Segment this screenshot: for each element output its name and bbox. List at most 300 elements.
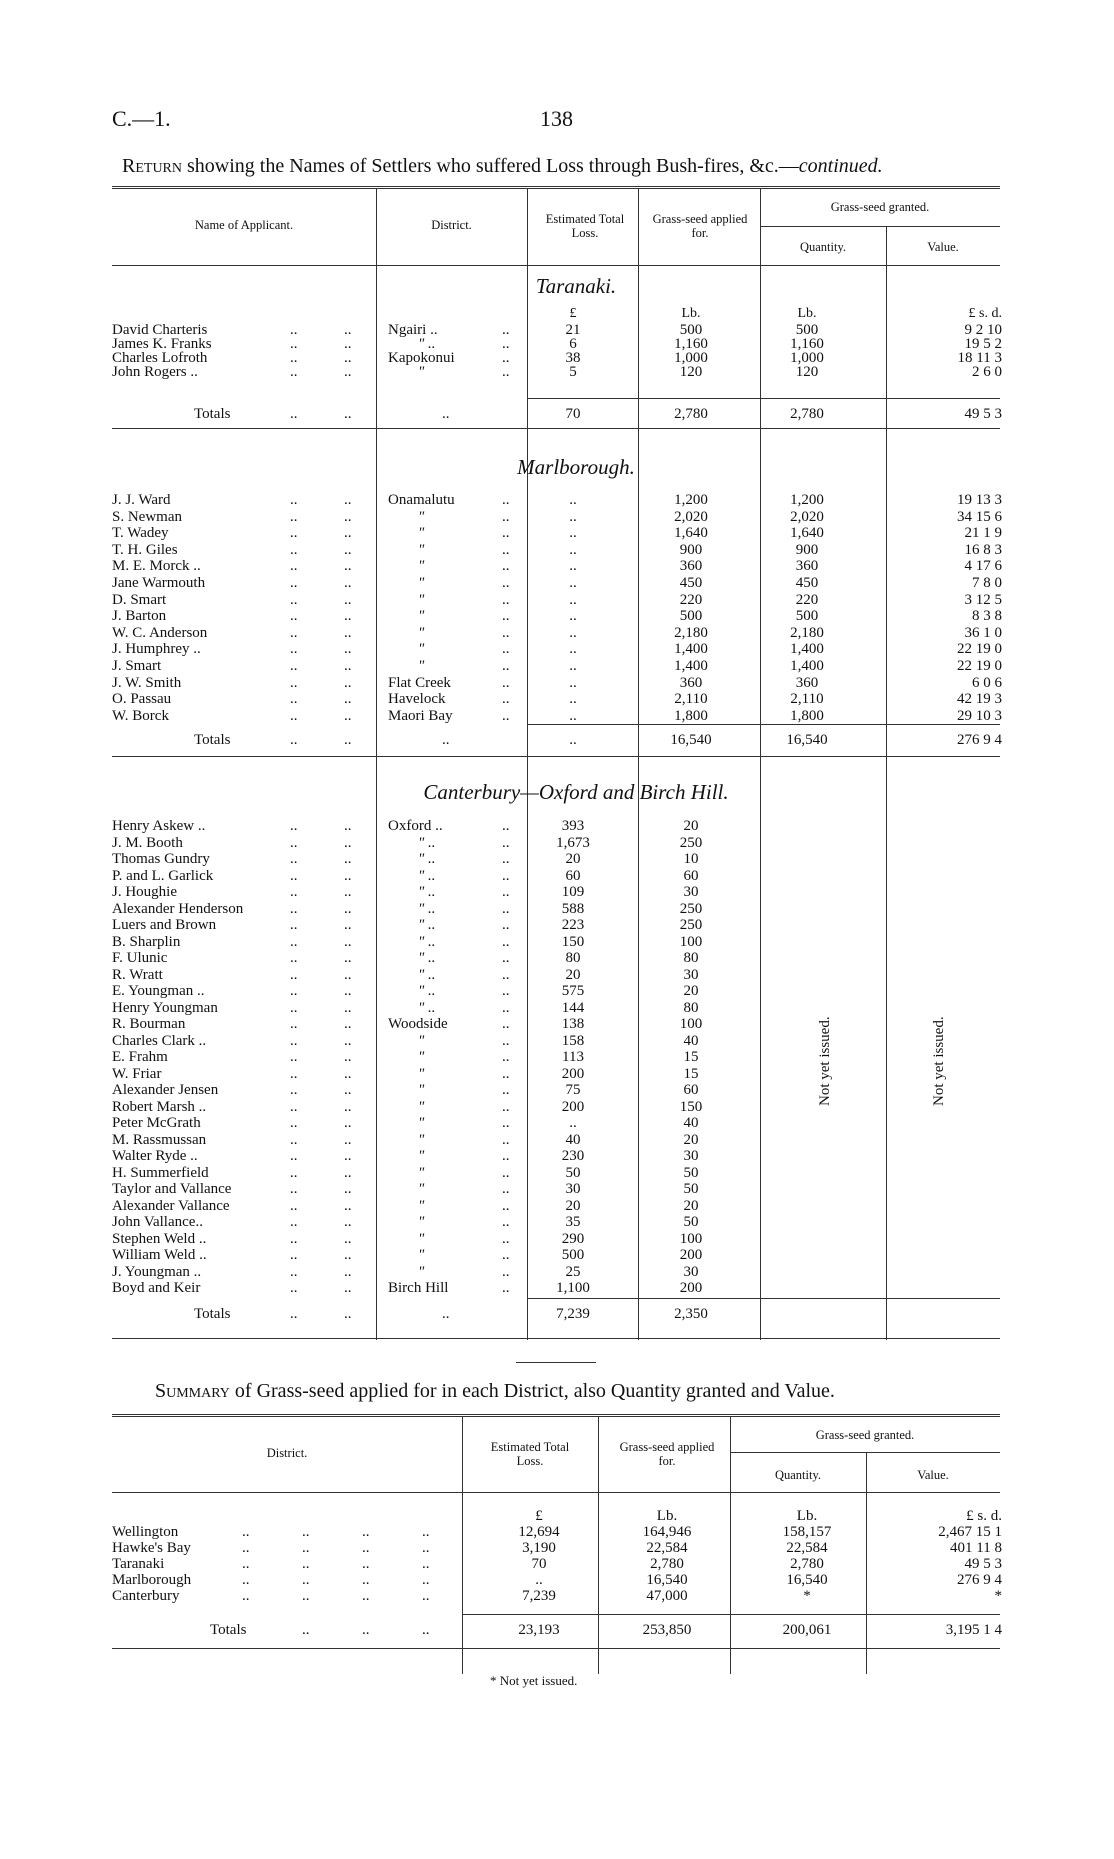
applicant-name: Thomas Gundry bbox=[112, 851, 210, 867]
dots: .. bbox=[290, 624, 298, 641]
summary-header-district: District. bbox=[266, 1446, 308, 1460]
dots: .. bbox=[502, 364, 510, 380]
estimated-loss: 223 bbox=[561, 917, 585, 933]
dots: .. bbox=[290, 950, 298, 966]
dots: .. bbox=[344, 364, 352, 380]
district: " bbox=[418, 1263, 425, 1280]
estimated-loss: 38 bbox=[565, 350, 581, 366]
estimated-loss: .. bbox=[569, 591, 577, 608]
granted-value: 6 0 6 bbox=[972, 674, 1002, 691]
estimated-loss: 144 bbox=[561, 999, 585, 1016]
district: " .. bbox=[418, 933, 436, 950]
summary-quantity: 158,157 bbox=[782, 1524, 832, 1540]
totals-applied: 16,540 bbox=[670, 732, 712, 748]
granted-value: 22 19 0 bbox=[957, 641, 1002, 658]
applicant-name: E. Youngman .. bbox=[112, 983, 205, 999]
grass-seed-applied: 50 bbox=[683, 1164, 699, 1181]
district: " bbox=[418, 1032, 425, 1049]
unit-loss: £ bbox=[569, 306, 577, 321]
granted-value: 7 8 0 bbox=[972, 575, 1002, 591]
dots: .. bbox=[242, 1556, 250, 1572]
dots: .. bbox=[290, 641, 298, 658]
estimated-loss: 80 bbox=[565, 950, 581, 966]
grass-seed-applied: 40 bbox=[683, 1032, 699, 1049]
grass-seed-applied: 80 bbox=[683, 950, 699, 966]
grass-seed-applied: 1,800 bbox=[674, 707, 708, 724]
marlborough-end-rule bbox=[112, 756, 1000, 757]
summary-header-quantity: Quantity. bbox=[774, 1468, 822, 1482]
dots: .. bbox=[502, 1016, 510, 1032]
dots: .. bbox=[362, 1622, 370, 1638]
dots: .. bbox=[344, 1197, 352, 1214]
summary-col-rule-applied bbox=[598, 1416, 599, 1674]
summary-unit-value: £ s. d. bbox=[966, 1508, 1002, 1524]
totals-loss: .. bbox=[569, 732, 577, 748]
applicant-name: Luers and Brown bbox=[112, 917, 217, 933]
dots: .. bbox=[422, 1556, 430, 1572]
col-rule-applied bbox=[638, 188, 639, 1340]
estimated-loss: 75 bbox=[565, 1082, 581, 1098]
district: Ngairi .. bbox=[388, 322, 438, 338]
dots: .. bbox=[344, 1306, 352, 1322]
dots: .. bbox=[344, 1263, 352, 1280]
applicant-name: F. Ulunic bbox=[112, 950, 168, 966]
grass-seed-applied: 1,160 bbox=[674, 336, 708, 352]
dots: .. bbox=[344, 691, 352, 708]
dots: .. bbox=[290, 1164, 298, 1181]
estimated-loss: .. bbox=[569, 575, 577, 591]
dots: .. bbox=[290, 999, 298, 1016]
dots: .. bbox=[502, 1214, 510, 1230]
dots: .. bbox=[502, 674, 510, 691]
granted-value: 21 1 9 bbox=[964, 525, 1002, 542]
grass-seed-applied: 360 bbox=[679, 674, 703, 691]
title-continued: continued. bbox=[798, 155, 883, 177]
estimated-loss: .. bbox=[569, 492, 577, 508]
dots: .. bbox=[502, 1280, 510, 1296]
dots: .. bbox=[290, 1131, 298, 1148]
dots: .. bbox=[502, 558, 510, 575]
dots: .. bbox=[290, 884, 298, 900]
estimated-loss: 25 bbox=[565, 1263, 581, 1280]
dots: .. bbox=[290, 818, 298, 834]
grass-seed-applied: 15 bbox=[683, 1065, 699, 1082]
district: " .. bbox=[418, 867, 436, 884]
dots: .. bbox=[290, 1082, 298, 1098]
dots: .. bbox=[502, 336, 510, 352]
dots: .. bbox=[344, 884, 352, 900]
estimated-loss: .. bbox=[569, 624, 577, 641]
dots: .. bbox=[290, 1181, 298, 1197]
granted-value: 2 6 0 bbox=[972, 364, 1002, 380]
col-rule-district bbox=[376, 188, 377, 1340]
dots: .. bbox=[344, 624, 352, 641]
estimated-loss: 40 bbox=[565, 1131, 581, 1148]
estimated-loss: 5 bbox=[569, 364, 577, 380]
district: " bbox=[418, 1065, 425, 1082]
granted-value: 3 12 5 bbox=[964, 591, 1002, 608]
dots: .. bbox=[344, 1181, 352, 1197]
dots: .. bbox=[242, 1540, 250, 1556]
summary-loss: 70 bbox=[531, 1556, 547, 1572]
dots: .. bbox=[242, 1524, 250, 1540]
grass-seed-applied: 50 bbox=[683, 1214, 699, 1230]
grass-seed-applied: 60 bbox=[683, 867, 699, 884]
applicant-name: W. Friar bbox=[112, 1065, 162, 1082]
dots: .. bbox=[290, 492, 298, 508]
district: Onamalutu bbox=[388, 492, 455, 508]
summary-quantity: 16,540 bbox=[786, 1572, 828, 1588]
grass-seed-applied: 2,020 bbox=[674, 508, 708, 525]
estimated-loss: 138 bbox=[561, 1016, 585, 1032]
dots: .. bbox=[502, 950, 510, 966]
dots: .. bbox=[290, 658, 298, 674]
dots: .. bbox=[290, 834, 298, 851]
district: " .. bbox=[418, 999, 436, 1016]
dots: .. bbox=[344, 1098, 352, 1115]
granted-quantity: 120 bbox=[795, 364, 819, 380]
applicant-name: Henry Youngman bbox=[112, 999, 218, 1016]
district: " .. bbox=[418, 950, 436, 966]
dots: .. bbox=[344, 1280, 352, 1296]
summary-granted-sub-rule bbox=[730, 1452, 1000, 1453]
estimated-loss: 1,673 bbox=[556, 834, 590, 851]
estimated-loss: .. bbox=[569, 558, 577, 575]
granted-quantity: 360 bbox=[795, 558, 819, 575]
district: " bbox=[418, 658, 425, 674]
granted-quantity: 500 bbox=[795, 322, 819, 338]
granted-quantity: 1,160 bbox=[790, 336, 824, 352]
estimated-loss: 60 bbox=[565, 867, 581, 884]
estimated-loss: 500 bbox=[561, 1247, 585, 1263]
summary-value: 49 5 3 bbox=[964, 1556, 1002, 1572]
dots: .. bbox=[344, 1032, 352, 1049]
dots: .. bbox=[422, 1588, 430, 1604]
district: " bbox=[418, 541, 425, 558]
granted-quantity: 360 bbox=[795, 674, 819, 691]
dots: .. bbox=[344, 983, 352, 999]
estimated-loss: 588 bbox=[561, 900, 585, 917]
dots: .. bbox=[502, 1181, 510, 1197]
dots: .. bbox=[344, 525, 352, 542]
summary-loss: 7,239 bbox=[522, 1588, 556, 1604]
granted-quantity: 1,400 bbox=[790, 641, 824, 658]
dots: .. bbox=[290, 691, 298, 708]
estimated-loss: .. bbox=[569, 707, 577, 724]
dots: .. bbox=[290, 364, 298, 380]
section-heading-marlborough: Marlborough. bbox=[517, 455, 635, 479]
grass-seed-applied: 80 bbox=[683, 999, 699, 1016]
granted-value: 22 19 0 bbox=[957, 658, 1002, 674]
estimated-loss: 158 bbox=[561, 1032, 585, 1049]
applicant-name: S. Newman bbox=[112, 508, 182, 525]
estimated-loss: 20 bbox=[565, 1197, 581, 1214]
granted-value: 34 15 6 bbox=[957, 508, 1002, 525]
summary-applied: 22,584 bbox=[646, 1540, 688, 1556]
district: " bbox=[418, 1049, 425, 1065]
applicant-name: J. Barton bbox=[112, 608, 167, 625]
dots: .. bbox=[344, 834, 352, 851]
dots: .. bbox=[344, 1016, 352, 1032]
estimated-loss: .. bbox=[569, 1115, 577, 1131]
page-number: 138 bbox=[540, 106, 573, 131]
granted-quantity: 1,800 bbox=[790, 707, 824, 724]
dots: .. bbox=[362, 1540, 370, 1556]
granted-quantity: 2,020 bbox=[790, 508, 824, 525]
dots: .. bbox=[344, 1115, 352, 1131]
grass-seed-applied: 450 bbox=[679, 575, 703, 591]
applicant-name: Stephen Weld .. bbox=[112, 1230, 207, 1247]
dots: .. bbox=[290, 1230, 298, 1247]
applicant-name: Alexander Vallance bbox=[112, 1197, 230, 1214]
dots: .. bbox=[290, 350, 298, 366]
district: " bbox=[418, 624, 425, 641]
estimated-loss: 393 bbox=[561, 818, 585, 834]
dots: .. bbox=[344, 966, 352, 983]
estimated-loss: 230 bbox=[561, 1148, 585, 1164]
district: Kapokonui bbox=[388, 350, 455, 366]
granted-quantity: 450 bbox=[795, 575, 819, 591]
dots: .. bbox=[344, 707, 352, 724]
district: " bbox=[418, 558, 425, 575]
summary-applied: 16,540 bbox=[646, 1572, 688, 1588]
dots: .. bbox=[344, 917, 352, 933]
dots: .. bbox=[422, 1622, 430, 1638]
dots: .. bbox=[502, 322, 510, 338]
dots: .. bbox=[502, 350, 510, 366]
district: " bbox=[418, 1148, 425, 1164]
dots: .. bbox=[344, 591, 352, 608]
dots: .. bbox=[290, 322, 298, 338]
applicant-name: Boyd and Keir bbox=[112, 1280, 201, 1296]
summary-district: Marlborough bbox=[112, 1572, 192, 1588]
dots: .. bbox=[502, 508, 510, 525]
summary-loss: 3,190 bbox=[522, 1540, 556, 1556]
header-loss: Estimated Total Loss. bbox=[545, 212, 625, 240]
dots: .. bbox=[290, 867, 298, 884]
dots: .. bbox=[502, 818, 510, 834]
dots: .. bbox=[502, 1148, 510, 1164]
dots: .. bbox=[344, 1082, 352, 1098]
estimated-loss: 1,100 bbox=[556, 1280, 590, 1296]
dots: .. bbox=[362, 1524, 370, 1540]
table-title bbox=[122, 155, 1022, 178]
district: " bbox=[418, 1214, 425, 1230]
summary-col-rule-loss bbox=[462, 1416, 463, 1674]
summary-value: 2,467 15 1 bbox=[938, 1524, 1002, 1540]
applicant-name: T. H. Giles bbox=[112, 541, 178, 558]
summary-loss: 12,694 bbox=[518, 1524, 560, 1540]
granted-quantity: 1,640 bbox=[790, 525, 824, 542]
dots: .. bbox=[502, 591, 510, 608]
estimated-loss: 113 bbox=[562, 1049, 584, 1065]
grass-seed-applied: 100 bbox=[679, 1230, 703, 1247]
dots: .. bbox=[290, 1214, 298, 1230]
document-reference: C.—1. bbox=[112, 106, 171, 131]
district: " bbox=[418, 525, 425, 542]
summary-applied: 2,780 bbox=[650, 1556, 684, 1572]
summary-totals-label: Totals bbox=[210, 1622, 247, 1638]
applicant-name: J. Smart bbox=[112, 658, 162, 674]
dots: .. bbox=[502, 1230, 510, 1247]
dots: .. bbox=[362, 1556, 370, 1572]
dots: .. bbox=[344, 851, 352, 867]
dots: .. bbox=[502, 1032, 510, 1049]
grass-seed-applied: 30 bbox=[683, 1148, 699, 1164]
granted-value: 9 2 10 bbox=[964, 322, 1002, 338]
summary-value: 401 11 8 bbox=[950, 1540, 1002, 1556]
totals-label: Totals bbox=[194, 732, 231, 748]
district: Woodside bbox=[388, 1016, 448, 1032]
district: " bbox=[418, 1131, 425, 1148]
grass-seed-applied: 2,180 bbox=[674, 624, 708, 641]
applicant-name: R. Bourman bbox=[112, 1016, 186, 1032]
grass-seed-applied: 200 bbox=[679, 1247, 703, 1263]
dots: .. bbox=[344, 658, 352, 674]
applicant-name: R. Wratt bbox=[112, 966, 163, 983]
summary-applied: 164,946 bbox=[642, 1524, 692, 1540]
summary-quantity: * bbox=[803, 1588, 811, 1604]
summary-unit-quantity: Lb. bbox=[796, 1508, 818, 1524]
district: " bbox=[418, 1230, 425, 1247]
dots: .. bbox=[290, 525, 298, 542]
dots: .. bbox=[502, 867, 510, 884]
dots: .. bbox=[502, 999, 510, 1016]
applicant-name: H. Summerfield bbox=[112, 1164, 209, 1181]
applicant-name: William Weld .. bbox=[112, 1247, 207, 1263]
not-issued-value: Not yet issued. bbox=[931, 1016, 947, 1106]
applicant-name: Walter Ryde .. bbox=[112, 1148, 198, 1164]
title-lead: Return bbox=[122, 155, 183, 177]
applicant-name: Charles Lofroth bbox=[112, 350, 208, 366]
grass-seed-applied: 100 bbox=[679, 1016, 703, 1032]
not-issued-quantity: Not yet issued. bbox=[817, 1016, 833, 1106]
dots: .. bbox=[290, 732, 298, 748]
estimated-loss: .. bbox=[569, 691, 577, 708]
estimated-loss: 50 bbox=[565, 1164, 581, 1181]
taranaki-end-rule bbox=[112, 428, 1000, 429]
header-bottom-rule bbox=[112, 265, 1000, 266]
applicant-name: Jane Warmouth bbox=[112, 575, 206, 591]
applicant-name: David Charteris bbox=[112, 322, 208, 338]
canterbury-end-rule bbox=[112, 1338, 1000, 1339]
applicant-name: John Rogers .. bbox=[112, 364, 198, 380]
dots: .. bbox=[502, 1197, 510, 1214]
applicant-name: J. Youngman .. bbox=[112, 1263, 202, 1280]
dots: .. bbox=[290, 1115, 298, 1131]
dots: .. bbox=[502, 884, 510, 900]
granted-quantity: 1,000 bbox=[790, 350, 824, 366]
estimated-loss: 30 bbox=[565, 1181, 581, 1197]
dots: .. bbox=[344, 641, 352, 658]
grass-seed-applied: 500 bbox=[679, 322, 703, 338]
dots: .. bbox=[502, 1115, 510, 1131]
dots: .. bbox=[242, 1588, 250, 1604]
dots: .. bbox=[290, 966, 298, 983]
granted-value: 4 17 6 bbox=[964, 558, 1002, 575]
dots: .. bbox=[290, 1197, 298, 1214]
grass-seed-applied: 60 bbox=[683, 1082, 699, 1098]
dots: .. bbox=[290, 558, 298, 575]
dots: .. bbox=[290, 1306, 298, 1322]
dots: .. bbox=[344, 575, 352, 591]
summary-value: * bbox=[994, 1588, 1002, 1604]
summary-text: of Grass-seed applied for in each District, also Quantity granted and Value. bbox=[229, 1380, 835, 1402]
applicant-name: T. Wadey bbox=[112, 525, 169, 542]
dots: .. bbox=[344, 350, 352, 366]
estimated-loss: .. bbox=[569, 525, 577, 542]
dots: .. bbox=[290, 1148, 298, 1164]
unit-quantity: Lb. bbox=[797, 306, 817, 321]
grass-seed-applied: 1,200 bbox=[674, 492, 708, 508]
dots: .. bbox=[290, 1049, 298, 1065]
dots: .. bbox=[344, 322, 352, 338]
dots: .. bbox=[290, 1280, 298, 1296]
dots: .. bbox=[344, 818, 352, 834]
granted-value: 19 13 3 bbox=[957, 492, 1002, 508]
granted-quantity: 500 bbox=[795, 608, 819, 625]
dots: .. bbox=[344, 541, 352, 558]
dots: .. bbox=[502, 983, 510, 999]
grass-seed-applied: 1,640 bbox=[674, 525, 708, 542]
applicant-name: Alexander Henderson bbox=[112, 900, 244, 917]
dots: .. bbox=[302, 1556, 310, 1572]
dots: .. bbox=[344, 1247, 352, 1263]
dots: .. bbox=[502, 641, 510, 658]
dots: .. bbox=[344, 933, 352, 950]
grass-seed-applied: 20 bbox=[683, 983, 699, 999]
section-heading-taranaki: Taranaki. bbox=[535, 274, 617, 298]
grass-seed-applied: 30 bbox=[683, 884, 699, 900]
dots: .. bbox=[344, 1230, 352, 1247]
estimated-loss: .. bbox=[569, 541, 577, 558]
dots: .. bbox=[502, 1082, 510, 1098]
summary-totals-loss: 23,193 bbox=[518, 1622, 560, 1638]
granted-quantity: 1,400 bbox=[790, 658, 824, 674]
dots: .. bbox=[290, 1032, 298, 1049]
district: " .. bbox=[418, 336, 436, 352]
granted-quantity: 1,200 bbox=[790, 492, 824, 508]
summary-unit-applied: Lb. bbox=[656, 1508, 678, 1524]
summary-district: Canterbury bbox=[112, 1588, 180, 1604]
district: " bbox=[418, 641, 425, 658]
dots: .. bbox=[502, 624, 510, 641]
summary-top-rule bbox=[112, 1414, 1000, 1417]
dots: .. bbox=[344, 492, 352, 508]
grass-seed-applied: 1,400 bbox=[674, 658, 708, 674]
estimated-loss: 20 bbox=[565, 966, 581, 983]
estimated-loss: 109 bbox=[561, 884, 585, 900]
dots: .. bbox=[344, 867, 352, 884]
district: " .. bbox=[418, 983, 436, 999]
dots: .. bbox=[502, 1164, 510, 1181]
header-granted: Grass-seed granted. bbox=[830, 200, 930, 214]
granted-value: 16 8 3 bbox=[964, 541, 1002, 558]
dots: .. bbox=[344, 1065, 352, 1082]
dots: .. bbox=[290, 900, 298, 917]
dots: .. bbox=[302, 1524, 310, 1540]
dots: .. bbox=[344, 674, 352, 691]
applicant-name: J. Humphrey .. bbox=[112, 641, 201, 658]
dots: .. bbox=[290, 541, 298, 558]
grass-seed-applied: 20 bbox=[683, 1197, 699, 1214]
dots: .. bbox=[290, 336, 298, 352]
dots: .. bbox=[502, 851, 510, 867]
applicant-name: John Vallance.. bbox=[112, 1214, 203, 1230]
district: " bbox=[418, 608, 425, 625]
grass-seed-applied: 1,000 bbox=[674, 350, 708, 366]
district: " bbox=[418, 508, 425, 525]
